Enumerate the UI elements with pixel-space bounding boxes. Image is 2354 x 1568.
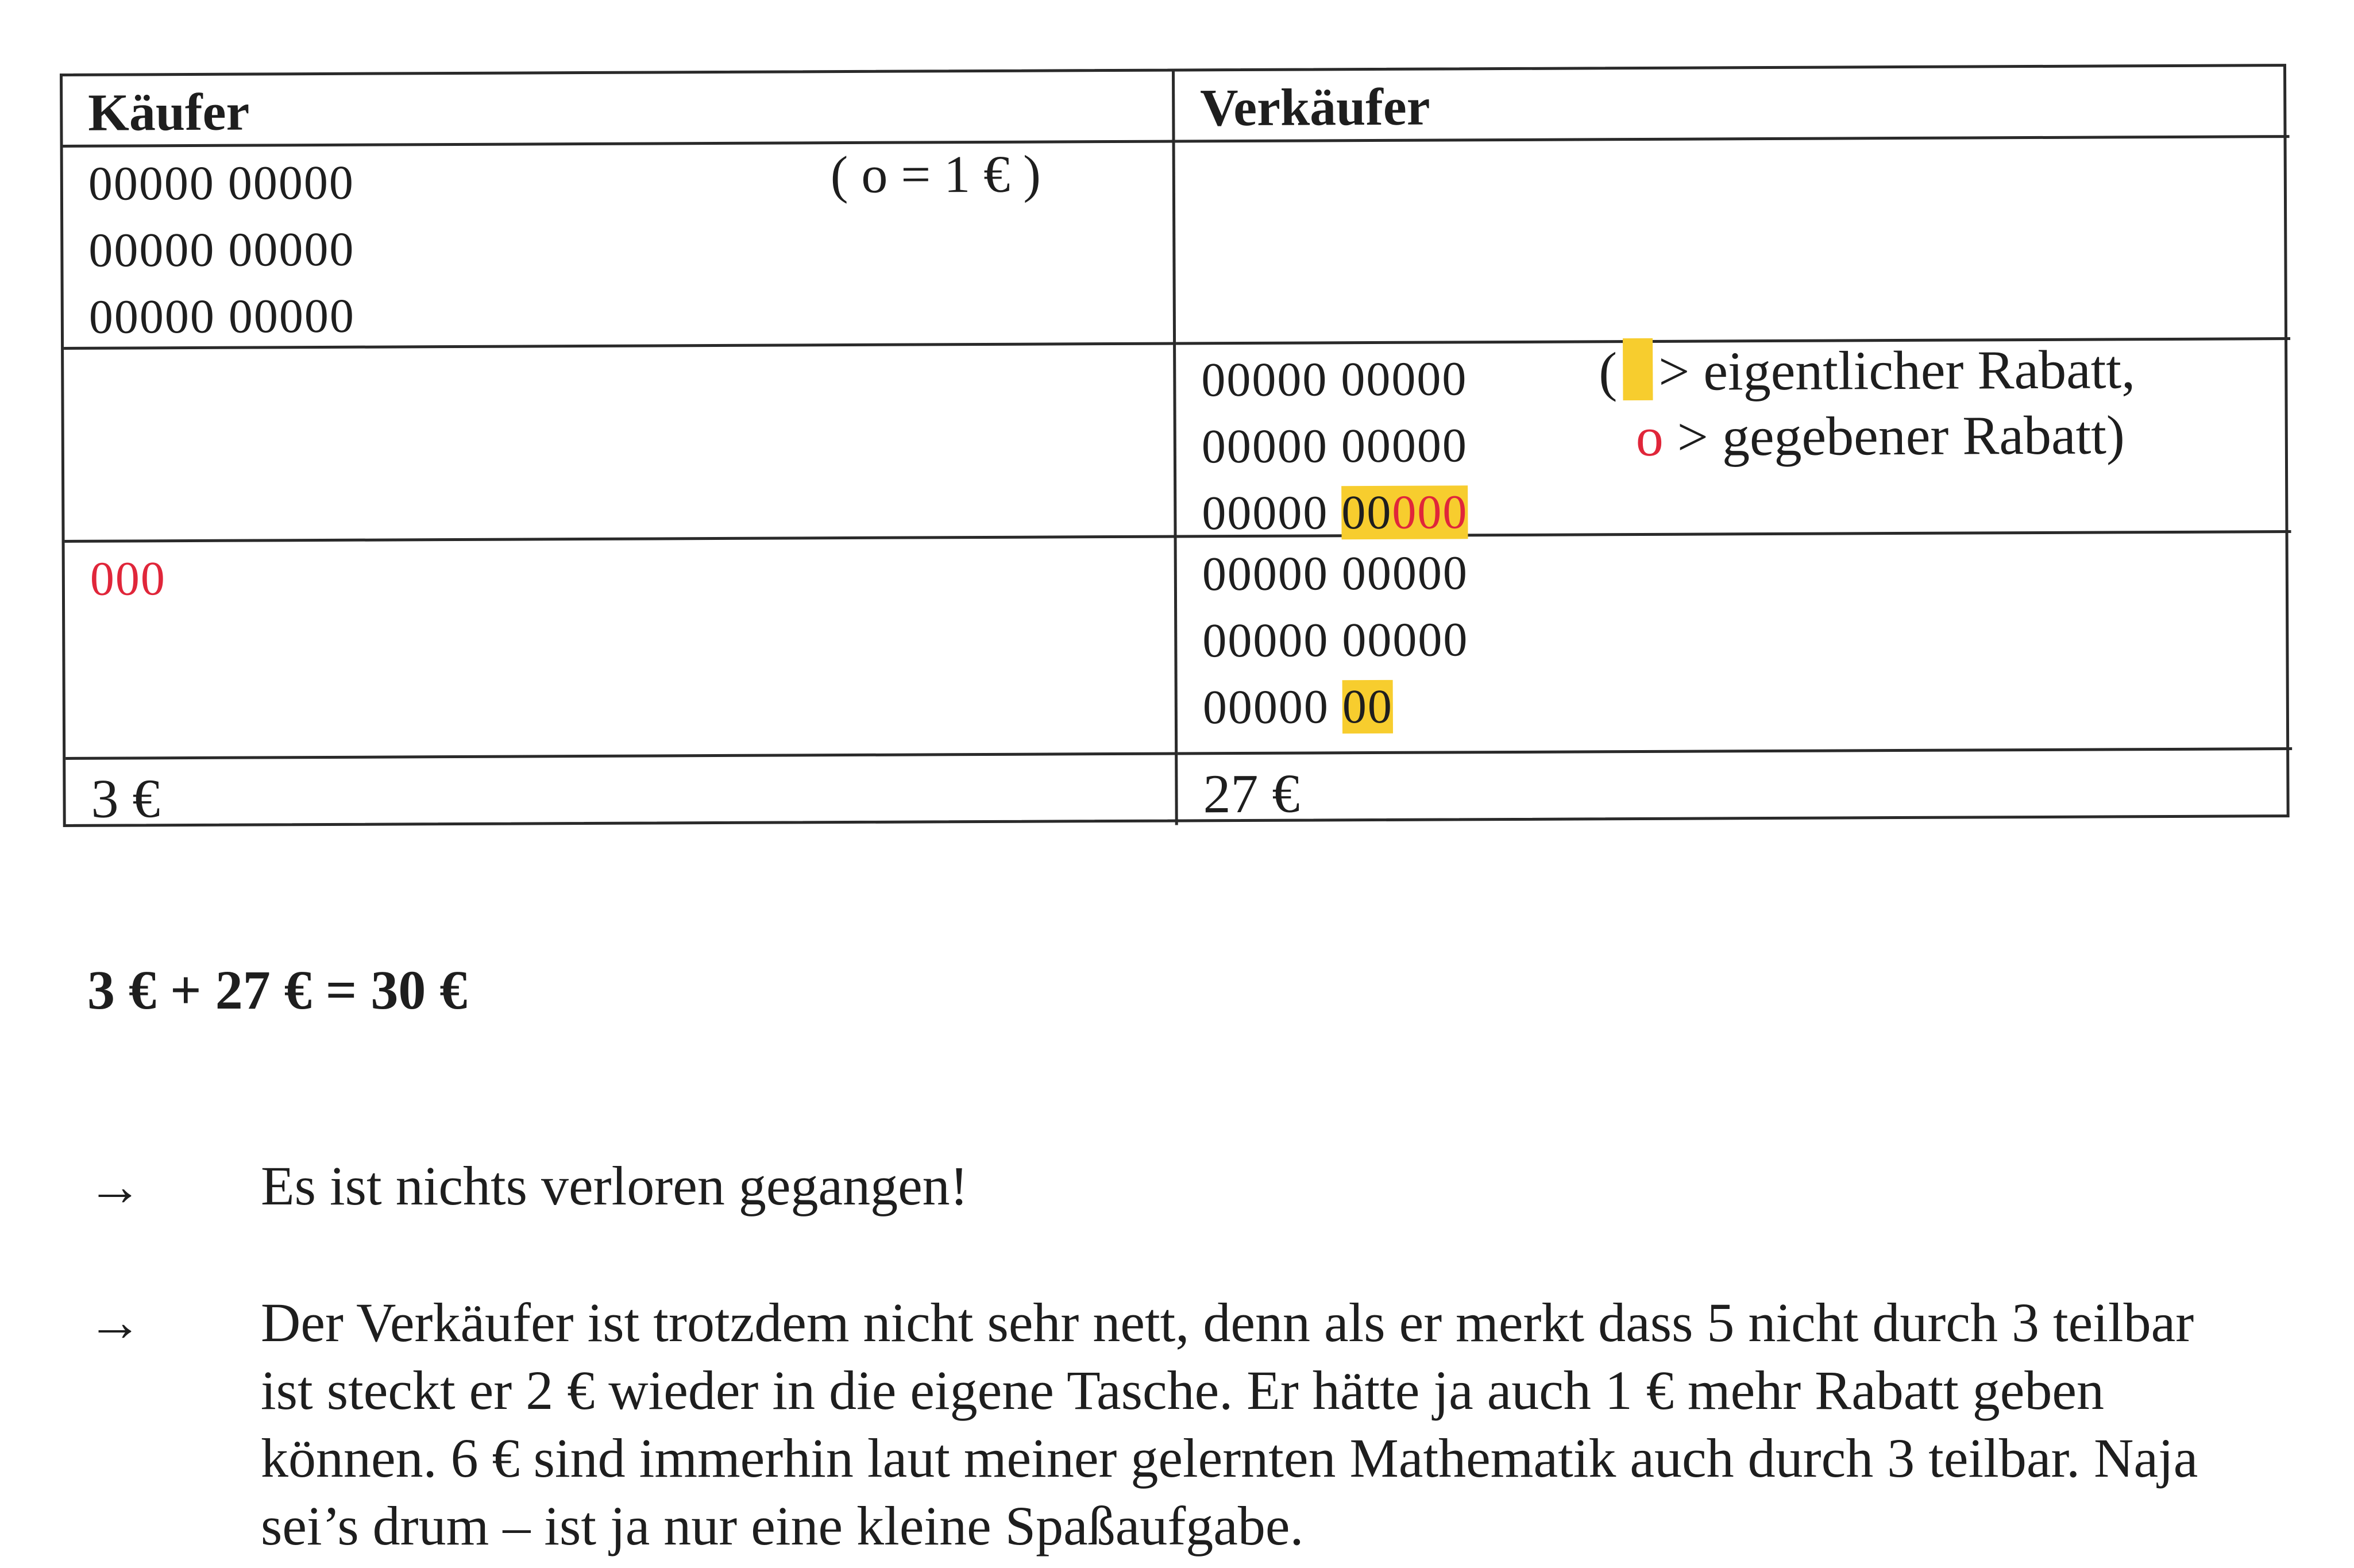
legend-actual bbox=[1599, 336, 2135, 403]
buyer-initial-cell bbox=[63, 143, 1176, 350]
coin-row: 00000 00000 bbox=[1202, 613, 1469, 668]
legend-given-text: > gegebener Rabatt) bbox=[1677, 404, 2125, 468]
coin-row: 00000 00000 bbox=[1201, 352, 1468, 407]
buyer-header: Käufer bbox=[88, 82, 250, 142]
returned-coins: 000 bbox=[90, 552, 167, 606]
coin-row: 00000 00000 bbox=[88, 156, 355, 211]
legend-paren: ( bbox=[1599, 341, 1618, 403]
buyer-initial-coins bbox=[88, 150, 356, 351]
coin-group: 00 bbox=[1341, 485, 1392, 540]
legend-actual-text: > eigentlicher Rabatt, bbox=[1658, 338, 2136, 402]
arrow-icon: → bbox=[87, 1291, 142, 1353]
seller-total: 27 € bbox=[1203, 762, 1300, 825]
seller-final-cell bbox=[1177, 533, 2293, 755]
legend-given bbox=[1636, 403, 2125, 469]
coin-value-note: ( o = 1 € ) bbox=[830, 144, 1041, 204]
seller-final-coins bbox=[1202, 540, 1469, 741]
buyer-total-cell bbox=[65, 755, 1178, 830]
red-coin-marker: o bbox=[1635, 405, 1664, 468]
conclusion-text: Es ist nichts verloren gegangen! bbox=[261, 1155, 968, 1216]
coin-row: 00000 00000 bbox=[1202, 546, 1469, 601]
explanation-text: Der Verkäufer ist trotzdem nicht sehr nett, denn als er merkt dass 5 nicht durch 3 teilbar ist steckt er 2 € wieder in die eigene Tasche. Er hätte ja auch 1 € mehr Rabatt geben können. 6 € sind immerhin laut meiner gelernten Mathematik auch durch 3 teilbar. Naja sei’s drum – ist ja nur eine kleine Spaßaufgabe. bbox=[261, 1292, 2198, 1557]
coin-row: 00000 00000 bbox=[88, 222, 355, 277]
coin-row: 00000 00000 bbox=[88, 289, 356, 344]
seller-received-coins bbox=[1201, 346, 1468, 547]
coin-group: 00000 bbox=[1202, 486, 1342, 540]
coin-table bbox=[60, 64, 2290, 827]
sum-equation: 3 € + 27 € = 30 € bbox=[87, 959, 468, 1021]
arrow-icon: → bbox=[87, 1156, 142, 1217]
discount-highlight bbox=[1341, 485, 1468, 539]
given-discount-coins: 000 bbox=[1392, 485, 1468, 539]
buyer-header-cell bbox=[63, 72, 1175, 148]
buyer-empty-cell bbox=[64, 345, 1176, 543]
seller-empty-cell bbox=[1175, 138, 2291, 345]
seller-received-cell bbox=[1176, 340, 2291, 538]
buyer-returned-cell bbox=[65, 538, 1178, 760]
seller-header-cell bbox=[1175, 67, 2290, 142]
coin-group: 00000 bbox=[1202, 680, 1343, 735]
kept-coins-highlight: 00 bbox=[1342, 679, 1394, 734]
seller-total-cell bbox=[1178, 750, 2293, 825]
coin-row: 00000 00000 bbox=[1201, 419, 1468, 474]
highlight-swatch bbox=[1623, 338, 1653, 400]
buyer-total: 3 € bbox=[91, 767, 160, 829]
seller-header: Verkäufer bbox=[1200, 77, 1430, 137]
coin-row bbox=[1203, 673, 1469, 741]
